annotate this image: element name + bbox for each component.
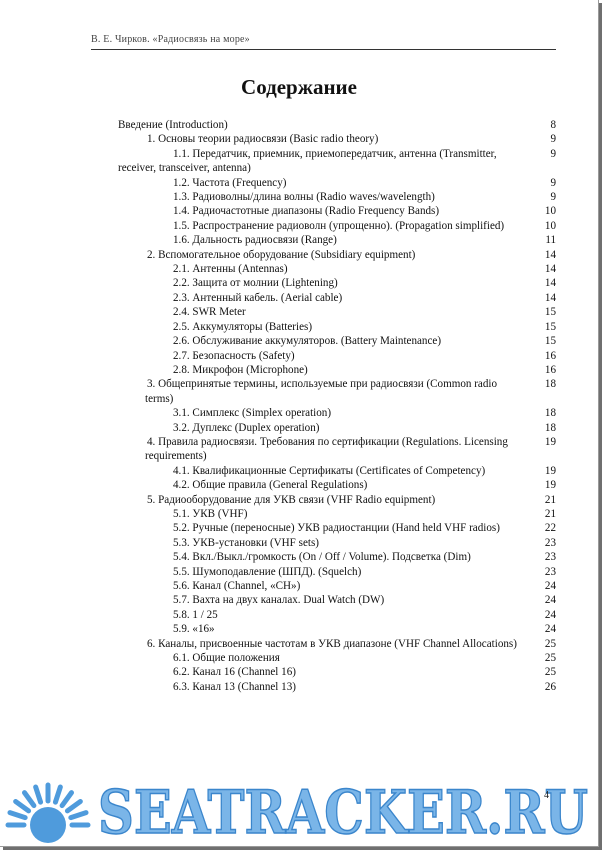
toc-entry	[118, 320, 556, 334]
toc-entry	[118, 305, 556, 319]
toc-entry-page: 19	[544, 464, 556, 477]
toc-entry	[118, 248, 556, 262]
toc-entry	[118, 421, 556, 435]
toc-entry	[118, 536, 556, 550]
toc-entry-title: 5.5. Шумоподавление (ШПД). (Squelch)	[173, 565, 362, 578]
toc-entry-page: 21	[544, 507, 556, 520]
toc-entry	[118, 507, 556, 521]
toc-entry-title: 6. Каналы, присвоенные частотам в УКВ диапазоне (VHF Channel Allocations)	[147, 637, 517, 650]
toc-entry	[118, 478, 556, 492]
toc-entry	[118, 665, 556, 679]
toc-entry-title: 2.1. Антенны (Antennas)	[173, 263, 288, 276]
toc-entry-page: 18	[544, 421, 556, 434]
toc-entry	[118, 132, 556, 146]
toc-entry-title: 5.6. Канал (Channel, «CH»)	[173, 580, 301, 592]
toc-entry	[118, 176, 556, 190]
toc-entry-title: 2.3. Антенный кабель. (Aerial cable)	[173, 291, 343, 304]
toc-entry-title: Введение (Introduction)	[118, 119, 228, 131]
toc-entry-title: 1. Основы теории радиосвязи (Basic radio theory)	[147, 133, 379, 146]
toc-entry	[118, 550, 556, 564]
toc-entry	[118, 291, 556, 305]
toc-entry-title: 3.1. Симплекс (Simplex operation)	[173, 407, 332, 420]
toc-entry-page: 8	[550, 119, 556, 131]
toc-entry-page: 16	[544, 363, 556, 376]
watermark	[0, 763, 603, 851]
toc-entry-title: 5.1. УКВ (VHF)	[173, 507, 248, 520]
toc-entry-page: 24	[544, 580, 556, 592]
toc-entry-page: 25	[544, 666, 556, 679]
toc-entry-page: 23	[544, 551, 556, 564]
toc-entry-title: 5.3. УКВ-установки (VHF sets)	[173, 536, 319, 549]
toc-entry-title: 2.8. Микрофон (Microphone)	[173, 363, 308, 376]
toc-entry-page: 10	[544, 205, 556, 218]
toc-entry-title: 1.1. Передатчик, приемник, приемопередатчик, антенна (Transmitter, receiver, transceiver, antenna)	[118, 147, 497, 175]
toc-entry-title: 5.8. 1 / 25	[173, 608, 218, 621]
toc-entry	[118, 262, 556, 276]
toc-entry-title: 5.4. Вкл./Выкл./громкость (On / Off / Volume). Подсветка (Dim)	[173, 551, 471, 564]
toc-entry-title: 2. Вспомогательное оборудование (Subsidiary equipment)	[147, 248, 416, 261]
toc-entry-title: 2.6. Обслуживание аккумуляторов. (Battery Maintenance)	[173, 335, 442, 348]
sun-ray	[62, 793, 71, 806]
toc-entry-title: 2.7. Безопасность (Safety)	[173, 349, 295, 362]
toc-entry	[118, 593, 556, 607]
toc-entry	[118, 276, 556, 290]
toc-entry	[118, 651, 556, 665]
toc-entry	[118, 493, 556, 507]
toc-entry-page: 9	[550, 176, 556, 189]
toc-entry-page: 15	[544, 335, 556, 348]
toc-entry	[118, 579, 556, 593]
toc-entry	[118, 118, 556, 132]
toc-entry-title: 5.7. Вахта на двух каналах. Dual Watch (DW)	[173, 594, 385, 607]
toc-entry-title: 2.5. Аккумуляторы (Batteries)	[173, 320, 313, 333]
page-number: 4	[544, 790, 549, 801]
sun-ray	[71, 813, 86, 818]
toc-entry-title: 1.2. Частота (Frequency)	[173, 176, 287, 189]
toc-entry-title: 2.2. Защита от молнии (Lightening)	[173, 277, 338, 290]
toc-entry	[118, 464, 556, 478]
toc-entry-title: 6.1. Общие положения	[173, 652, 280, 665]
toc-entry-title: 5. Радиооборудование для УКВ связи (VHF Radio equipment)	[147, 493, 436, 506]
toc-entry	[118, 363, 556, 377]
toc-entry-title: 2.4. SWR Meter	[173, 306, 246, 319]
toc-entry-page: 25	[544, 637, 556, 650]
toc-entry	[118, 608, 556, 622]
toc-entry	[118, 219, 556, 233]
toc-entry-title: 1.6. Дальность радиосвязи (Range)	[173, 234, 337, 247]
sun-ray	[10, 813, 25, 818]
toc-entry-title: 1.3. Радиоволны/длина волны (Radio waves/wavelength)	[173, 191, 435, 204]
toc-entry	[118, 637, 556, 651]
toc-entry-title: 1.5. Распространение радиоволн (упрощенно). (Propagation simplified)	[173, 219, 505, 232]
toc-entry-title: 4.2. Общие правила (General Regulations)	[173, 479, 368, 492]
page-title: Содержание	[241, 75, 357, 99]
toc-entry-title: 4.1. Квалификационные Сертификаты (Certificates of Competency)	[173, 464, 486, 477]
toc-entry-page: 22	[544, 522, 556, 535]
toc-entry-title: 5.2. Ручные (переносные) УКВ радиостанции (Hand held VHF radios)	[173, 522, 500, 535]
toc-entry-title: 5.9. «16»	[173, 623, 215, 636]
toc-entry-title: 4. Правила радиосвязи. Требования по сертификации (Regulations. Licensing requirements)	[145, 435, 508, 463]
toc-entry	[118, 334, 556, 348]
toc-entry	[118, 406, 556, 420]
toc-entry-page: 14	[544, 291, 556, 304]
toc-entry-page: 9	[550, 191, 556, 204]
toc-entry-page: 9	[550, 133, 556, 146]
toc-entry-page: 23	[544, 536, 556, 549]
toc-entry	[118, 147, 556, 176]
toc-entry	[118, 680, 556, 694]
toc-entry-page: 16	[544, 349, 556, 362]
toc-entry-title: 6.3. Канал 13 (Channel 13)	[173, 680, 296, 693]
toc-entry-page: 14	[544, 248, 556, 261]
toc-entry-title: 3.2. Дуплекс (Duplex operation)	[173, 421, 320, 434]
toc-entry-title: 6.2. Канал 16 (Channel 16)	[173, 666, 296, 679]
toc-entry-page: 9	[550, 147, 556, 160]
toc-entry-page: 18	[544, 407, 556, 420]
toc-entry	[118, 435, 556, 464]
toc-entry-page: 23	[544, 565, 556, 578]
toc-entry-page: 21	[544, 493, 556, 506]
sun-ray	[16, 801, 29, 810]
toc-entry-page: 15	[544, 320, 556, 333]
sun-ray	[67, 801, 80, 810]
toc-entry-page: 10	[544, 219, 556, 232]
toc-entry	[118, 349, 556, 363]
toc-entry-page: 19	[544, 435, 556, 448]
watermark-text: SEATRACKER.RU	[98, 778, 588, 848]
sun-logo-icon	[8, 785, 88, 843]
toc-entry-page: 15	[544, 306, 556, 319]
toc-entry-page: 11	[545, 234, 556, 247]
toc-entry-page: 24	[544, 594, 556, 607]
toc-entry-page: 24	[544, 608, 556, 621]
toc-entry	[118, 204, 556, 218]
sun-ray	[36, 787, 41, 802]
toc-entry-page: 25	[544, 652, 556, 665]
running-header: В. Е. Чирков. «Радиосвязь на море»	[91, 34, 556, 50]
toc-entry	[118, 565, 556, 579]
sun-ray	[55, 787, 60, 802]
toc-entry-title: 3. Общепринятые термины, используемые при радиосвязи (Common radio terms)	[145, 378, 497, 405]
sun-ray	[24, 793, 33, 806]
toc-entry-title: 1.4. Радиочастотные диапазоны (Radio Frequency Bands)	[173, 205, 440, 218]
toc-entry-page: 19	[544, 479, 556, 492]
toc-entry-page: 26	[544, 680, 556, 693]
toc-entry-page: 18	[544, 378, 556, 391]
toc-entry	[118, 190, 556, 204]
toc-entry-page: 14	[544, 263, 556, 276]
toc-entry-page: 14	[544, 277, 556, 290]
toc-entry	[118, 521, 556, 535]
table-of-contents	[118, 118, 556, 694]
toc-entry	[118, 622, 556, 636]
toc-entry-page: 24	[544, 623, 556, 636]
toc-entry	[118, 233, 556, 247]
toc-entry	[118, 377, 556, 406]
